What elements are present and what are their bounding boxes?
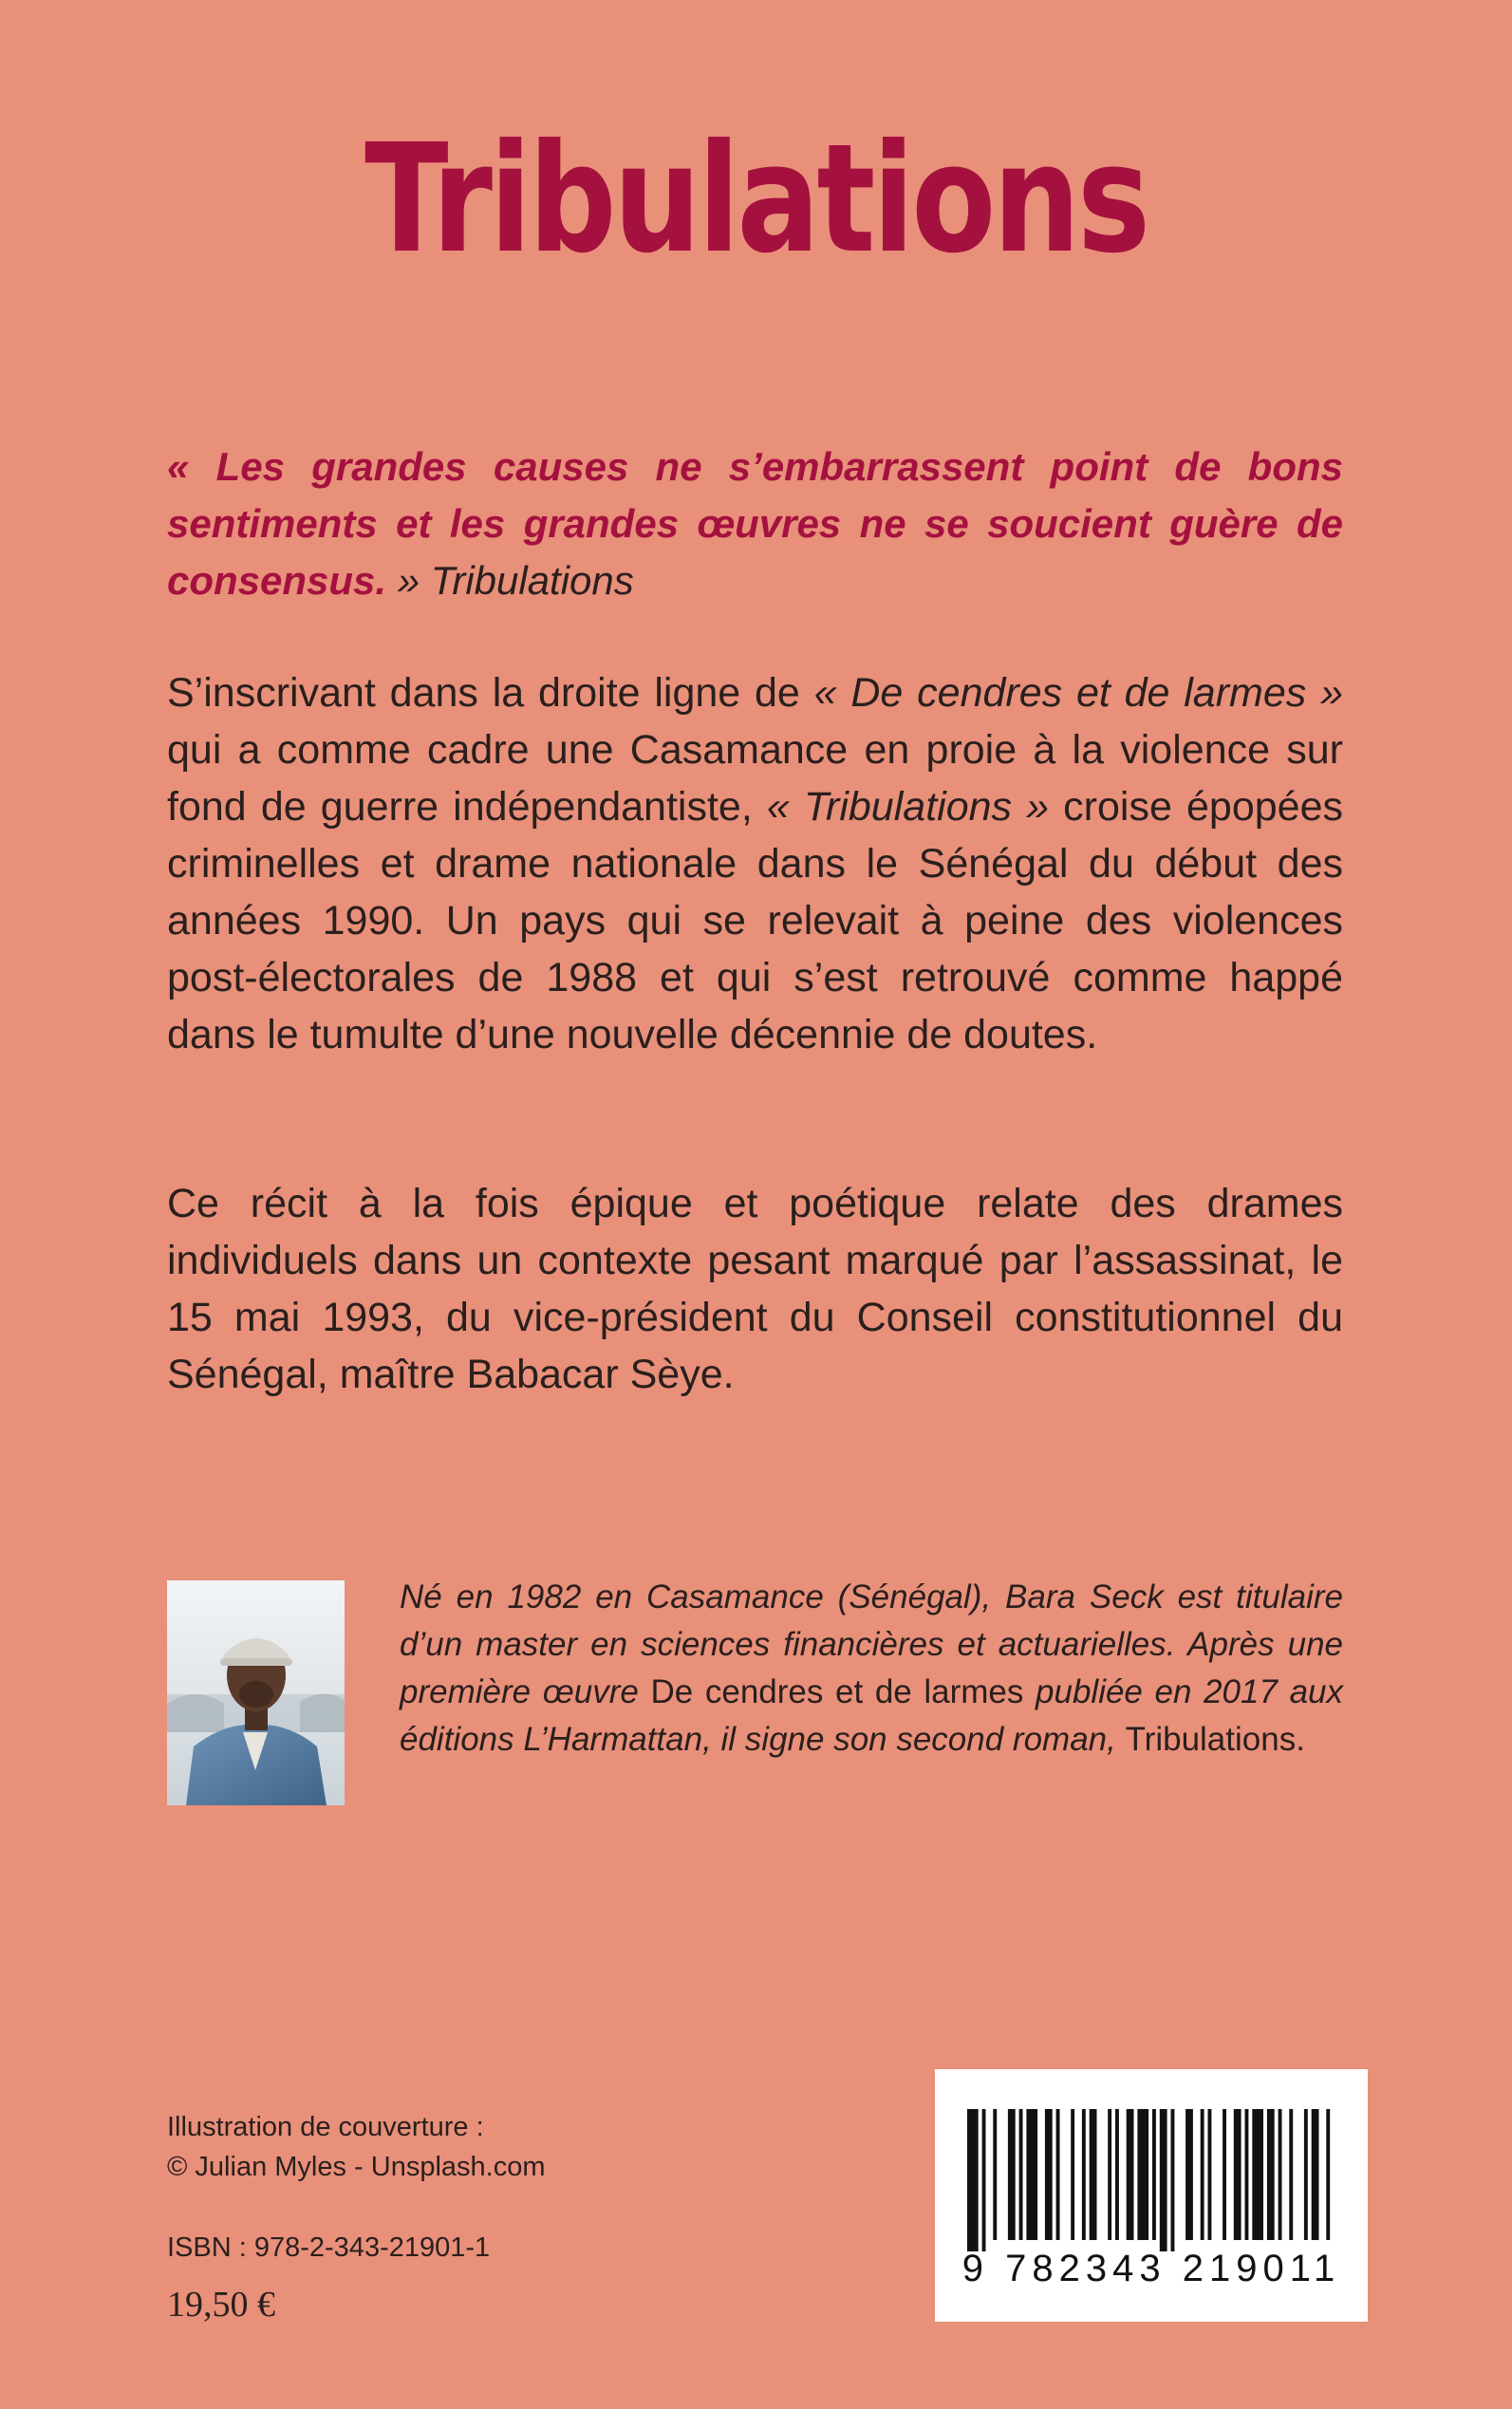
bio-text: .: [1296, 1721, 1305, 1758]
quote-text: Les grandes causes ne s’embarrassent point de bons sentiments et les grandes œuvres ne se soucient guère de consensus.: [167, 444, 1343, 603]
book-title: Tribulations: [364, 112, 1148, 287]
credit-line-2: © Julian Myles - Unsplash.com: [167, 2152, 546, 2182]
barcode-bar: [1127, 2109, 1134, 2240]
synopsis-text: qui a comme cadre une Casamance en proie à la violence sur fond de guerre indépendantiste,: [167, 727, 1343, 830]
quote-source: Tribulations: [430, 558, 634, 603]
barcode-bar: [1008, 2109, 1016, 2240]
synopsis-paragraph-2: Ce récit à la fois épique et poétique relate des drames individuels dans un contexte pesant marqué par l’assassinat, le 15 mai 1993, du vice-président du Conseil constitutionnel du Sénégal, maître Babacar Sèye.: [167, 1181, 1343, 1397]
author-photo: [167, 1580, 345, 1805]
credit-line-1: Illustration de couverture :: [167, 2112, 484, 2142]
synopsis-text: croise épopées criminelles et drame nationale dans le Sénégal du début des années 1990. Un pays qui se relevait à peine des violences post-électorales de 1988 et qui s’est retrouvé comme happé dans le tumulte d’une nouvelle décennie de doutes.: [167, 784, 1343, 1057]
barcode: [935, 2069, 1368, 2322]
barcode-bar: [993, 2109, 997, 2240]
bio-title-ref: Tribulations: [1125, 1721, 1297, 1758]
barcode-bar: [1137, 2109, 1148, 2240]
barcode-bar: [1115, 2109, 1119, 2240]
barcode-bar: [1019, 2109, 1023, 2240]
barcode-bar: [1304, 2109, 1308, 2240]
barcode-bar: [1152, 2109, 1156, 2240]
barcode-bar: [982, 2109, 986, 2251]
author-bio: [400, 1574, 1343, 1764]
epigraph-quote: [167, 439, 1343, 609]
synopsis-text: S’inscrivant dans la droite ligne de: [167, 670, 814, 716]
barcode-bar: [1056, 2109, 1060, 2240]
quote-close: »: [386, 558, 431, 603]
synopsis-title-ref: « Tribulations »: [766, 784, 1050, 830]
barcode-bar: [1160, 2109, 1167, 2251]
barcode-bar: [1252, 2109, 1263, 2240]
barcode-bar: [1171, 2109, 1175, 2251]
author-portrait-image: [167, 1580, 345, 1805]
synopsis-title-ref: « De cendres et de larmes »: [813, 670, 1343, 716]
isbn: ISBN : 978-2-343-21901-1: [167, 2232, 491, 2263]
bio-text: publiée en 2017 aux éditions L’Harmattan, il signe son second roman,: [400, 1673, 1344, 1758]
cover-illustration-credit: [167, 2107, 546, 2187]
barcode-bar: [1045, 2109, 1053, 2240]
barcode-bar: [1267, 2109, 1275, 2240]
quote-open: «: [167, 444, 216, 489]
barcode-bar: [1279, 2109, 1282, 2240]
price: 19,50 €: [167, 2285, 275, 2325]
barcode-bar: [1312, 2109, 1319, 2240]
barcode-bar: [1108, 2109, 1111, 2240]
barcode-digits: 9 782343 219011: [961, 2248, 1341, 2289]
barcode-bar: [1185, 2109, 1193, 2240]
synopsis-paragraph-1: [167, 664, 1343, 1063]
barcode-bar: [1234, 2109, 1241, 2240]
barcode-bar: [1026, 2109, 1037, 2240]
barcode-bar: [1223, 2109, 1226, 2240]
barcode-bars: [935, 2069, 1368, 2259]
barcode-bar: [1245, 2109, 1249, 2240]
barcode-bar: [967, 2109, 979, 2251]
bio-text: Né en 1982 en Casamance (Sénégal), Bara Seck est titulaire d’un master en sciences financières et actuarielles. Après une première œuvre: [400, 1578, 1343, 1710]
barcode-bar: [1326, 2109, 1330, 2240]
barcode-bar: [1201, 2109, 1204, 2240]
bio-title-ref: De cendres et de larmes: [650, 1673, 1024, 1710]
barcode-bar: [1071, 2109, 1074, 2240]
barcode-bar: [1208, 2109, 1212, 2240]
barcode-bar: [1289, 2109, 1293, 2240]
barcode-bar: [1082, 2109, 1086, 2240]
barcode-bar: [1090, 2109, 1097, 2240]
